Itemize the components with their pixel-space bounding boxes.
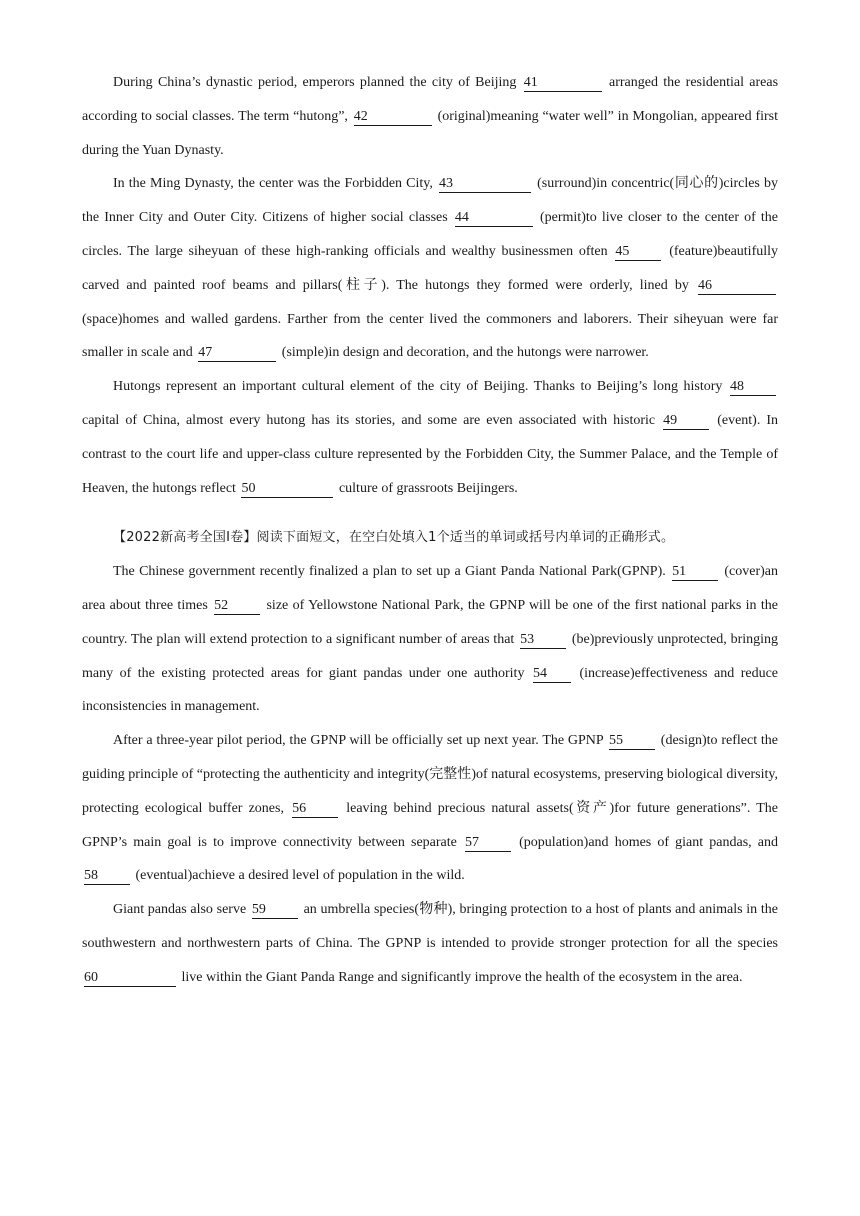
paragraph-text: (increase)effectiveness and reduce inconsistencies in management.	[82, 665, 779, 715]
section-heading: 【2022新高考全国I卷】阅读下面短文，在空白处填入1个适当的单词或括号内单词的正确形式。	[113, 530, 675, 546]
paragraph-text: (cover)an area about three times	[82, 564, 779, 613]
blank-52[interactable]: 52	[214, 598, 260, 615]
blank-43[interactable]: 43	[439, 176, 531, 193]
paragraph-text: leaving behind precious natural assets(资产)for future generations”. The GPNP’s main goal is to improve connectivity between separate	[82, 800, 779, 850]
paragraph-text: (surround)in concentric(同心的)circles by the Inner City and Outer City. Citizens of higher social classes	[82, 176, 779, 226]
blank-41[interactable]: 41	[524, 75, 602, 92]
blank-46[interactable]: 46	[698, 278, 776, 295]
blank-58[interactable]: 58	[84, 868, 130, 885]
blank-53[interactable]: 53	[520, 632, 566, 649]
blank-57[interactable]: 57	[465, 835, 511, 852]
paragraph-text: After a three-year pilot period, the GPNP will be officially set up next year. The GPNP	[113, 733, 604, 749]
blank-44[interactable]: 44	[455, 210, 533, 227]
paragraph-text: arranged the residential areas according to social classes. The term “hutong”,	[82, 75, 779, 124]
paragraph-text: (permit)to live closer to the center of the circles. The large siheyuan of these high-ranking officials and wealthy businessmen often	[82, 210, 779, 259]
paragraph-text: live within the Giant Panda Range and significantly improve the health of the ecosystem in the area.	[181, 969, 743, 985]
paragraph-text: (design)to reflect the guiding principle of “protecting the authenticity and integrity(完整性)of natural ecosystems, preserving biological diversity, protecting ecological buffer zones,	[82, 733, 779, 816]
paragraph-3	[82, 370, 778, 505]
blank-45[interactable]: 45	[615, 244, 661, 261]
paragraph-5	[82, 724, 778, 893]
paragraph-text: (eventual)achieve a desired level of population in the wild.	[135, 868, 465, 884]
blank-48[interactable]: 48	[730, 379, 776, 396]
paragraph-text: Giant pandas also serve	[113, 902, 247, 918]
paragraph-text: capital of China, almost every hutong has its stories, and some are even associated with historic	[82, 412, 656, 428]
paragraph-6	[82, 893, 778, 994]
paragraph-text: (original)meaning “water well” in Mongolian, appeared first during the Yuan Dynasty.	[82, 108, 778, 158]
paragraph-2	[82, 167, 778, 370]
paragraph-text: Hutongs represent an important cultural element of the city of Beijing. Thanks to Beijing’s long history	[113, 379, 723, 395]
blank-50[interactable]: 50	[241, 481, 333, 498]
paragraph-text: (simple)in design and decoration, and the hutongs were narrower.	[281, 345, 649, 361]
paragraph-text: an umbrella species(物种), bringing protection to a host of plants and animals in the southwestern and northwestern parts of China. The GPNP is intended to provide stronger protection for all the species	[82, 902, 778, 951]
paragraph-text: culture of grassroots Beijingers.	[338, 480, 518, 496]
paragraph-text: During China’s dynastic period, emperors planned the city of Beijing	[113, 75, 517, 90]
paragraph-text: The Chinese government recently finalized a plan to set up a Giant Panda National Park(GPNP).	[113, 564, 666, 580]
paragraph-text: (population)and homes of giant pandas, and	[519, 834, 779, 850]
blank-55[interactable]: 55	[609, 733, 655, 750]
paragraph-text: size of Yellowstone National Park, the GPNP will be one of the first national parks in the country. The plan will extend protection to a significant number of areas that	[82, 597, 779, 647]
paragraph-text: In the Ming Dynasty, the center was the Forbidden City,	[113, 176, 433, 192]
blank-60[interactable]: 60	[84, 970, 176, 987]
paragraph-text: (feature)beautifully carved and painted roof beams and pillars(柱子). The hutongs they formed were orderly, lined by	[82, 243, 779, 293]
paragraph-1	[82, 66, 778, 167]
paragraph-text: (be)previously unprotected, bringing many of the existing protected areas for giant pandas under one authority	[82, 631, 779, 681]
blank-59[interactable]: 59	[252, 902, 298, 919]
paragraph-text: (event). In contrast to the court life and upper-class culture represented by the Forbidden City, the Summer Palace, and the Temple of Heaven, the hutongs reflect	[82, 412, 779, 496]
paragraph-text: (space)homes and walled gardens. Farther from the center lived the commoners and laborers. Their siheyuan were far smaller in scale and	[82, 311, 778, 361]
document-content	[82, 66, 778, 995]
paragraph-4	[82, 555, 778, 724]
blank-49[interactable]: 49	[663, 413, 709, 430]
blank-42[interactable]: 42	[354, 109, 432, 126]
blank-56[interactable]: 56	[292, 801, 338, 818]
blank-51[interactable]: 51	[672, 564, 718, 581]
blank-47[interactable]: 47	[198, 345, 276, 362]
blank-54[interactable]: 54	[533, 666, 571, 683]
